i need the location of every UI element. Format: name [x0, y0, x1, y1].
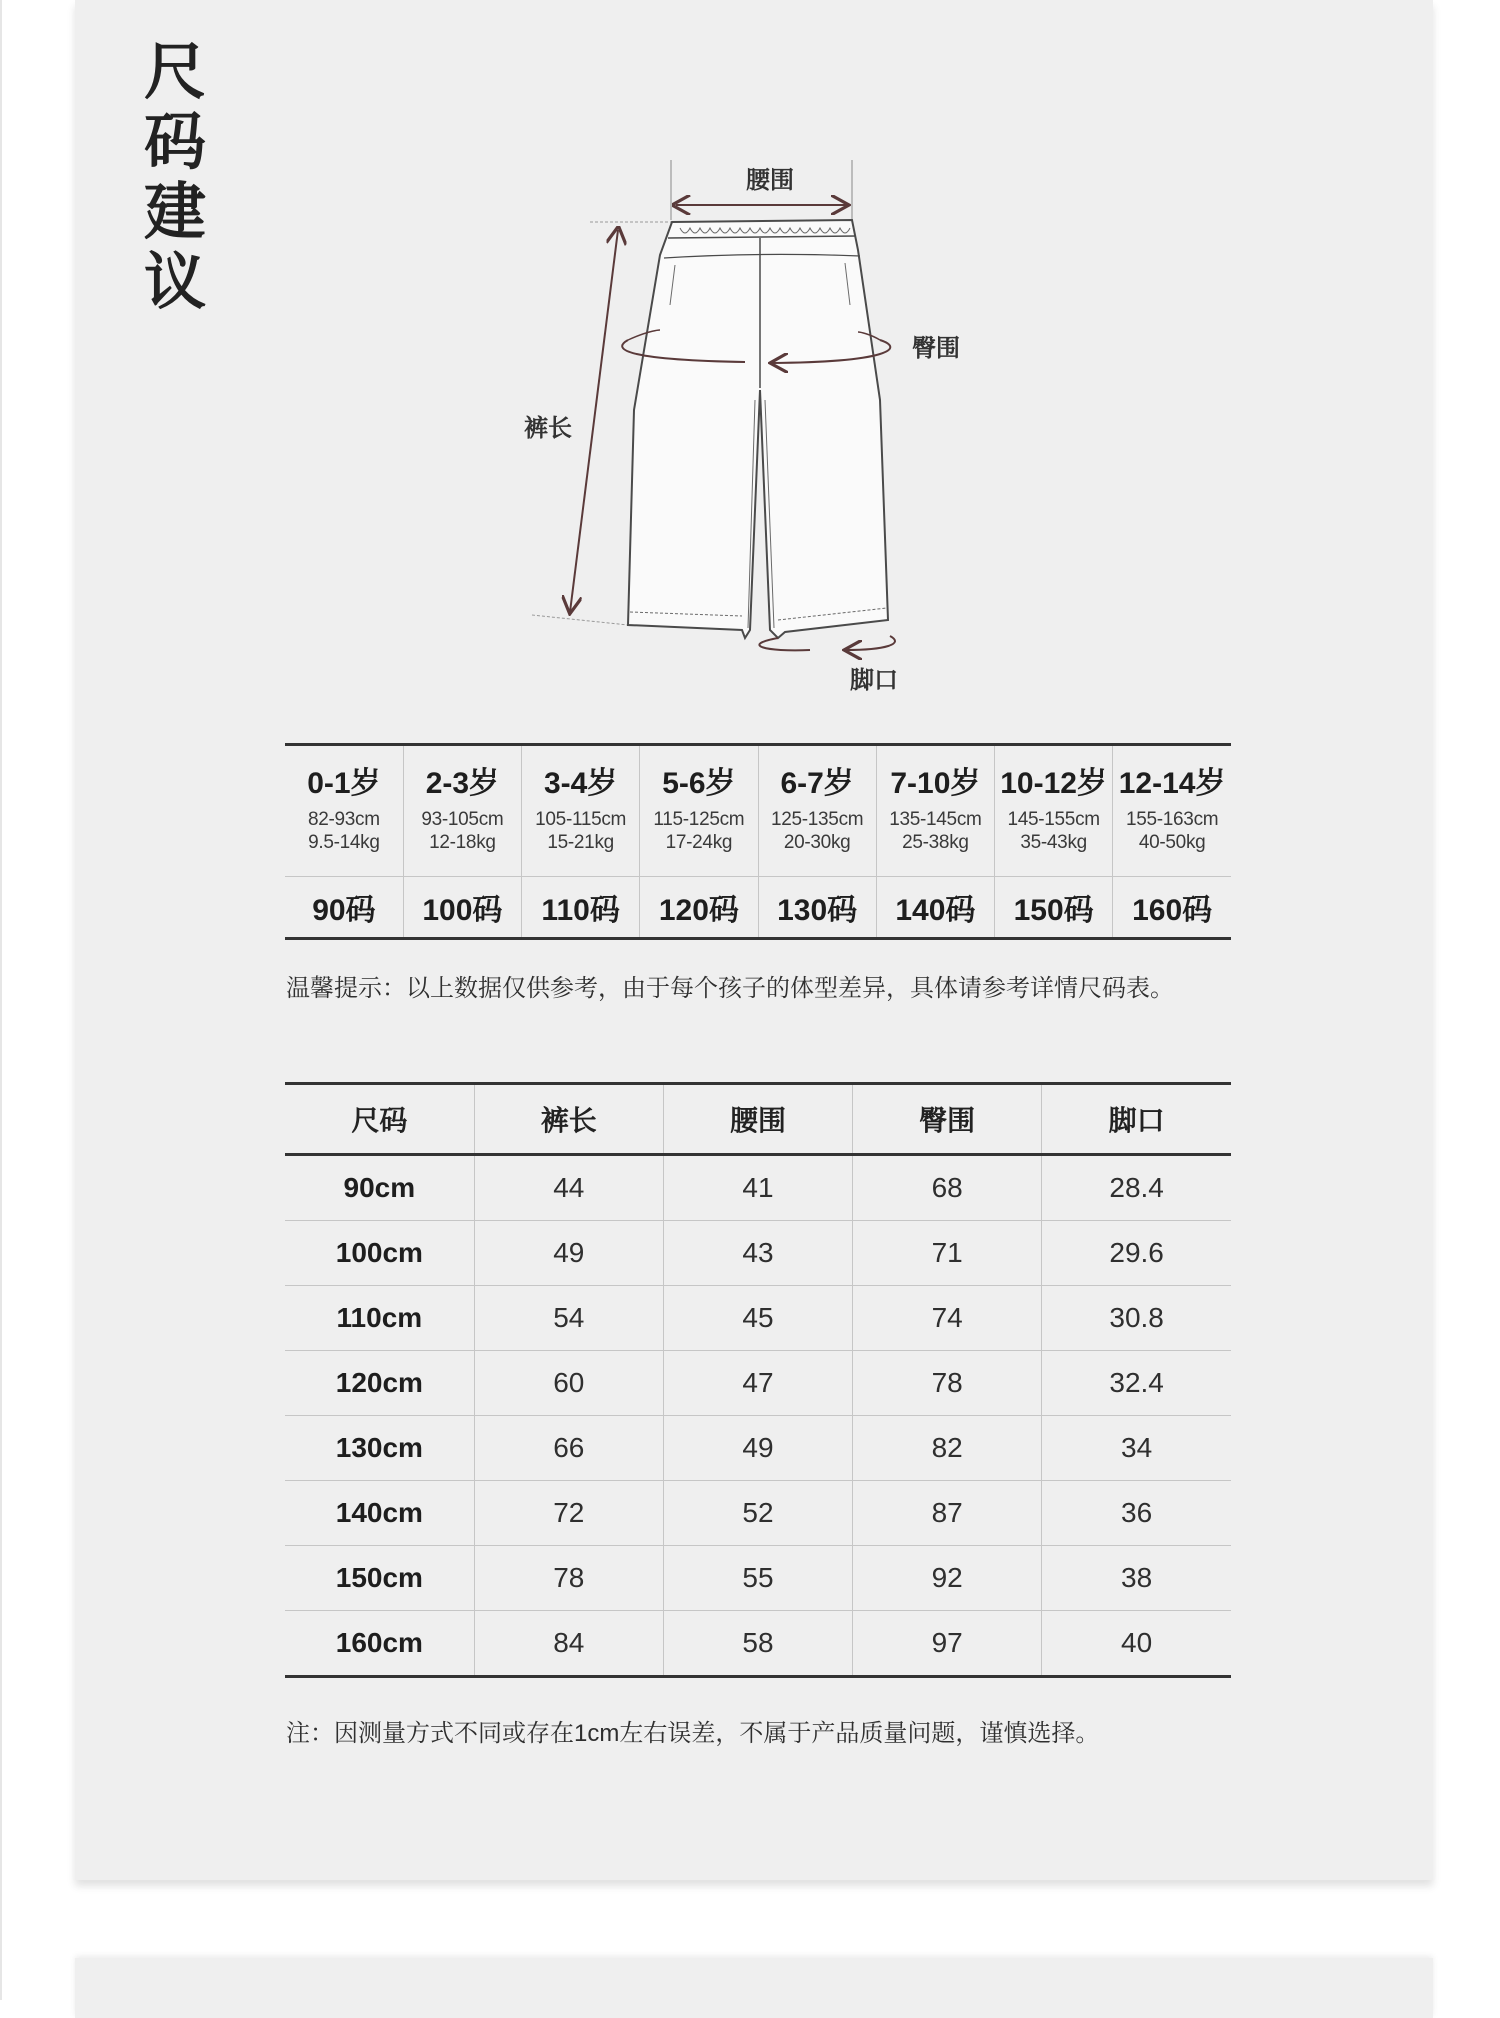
measurement-table [285, 1082, 1231, 1678]
size-code: 160码 [1132, 894, 1213, 927]
age-range: 5-6岁 [662, 767, 736, 800]
age-cell [285, 745, 403, 877]
waist-cell: 58 [663, 1611, 852, 1677]
header-row [285, 1084, 1231, 1155]
column-header-length: 裤长 [474, 1084, 663, 1155]
size-code: 110码 [541, 894, 620, 927]
note-text: 注：因测量方式不同或存在1cm左右误差，不属于产品质量问题，谨慎选择。 [286, 1720, 1100, 1747]
length-label: 裤长 [524, 415, 572, 442]
weight-range: 12-18kg [429, 832, 496, 853]
hip-cell: 71 [853, 1221, 1042, 1286]
next-card [75, 1958, 1433, 2018]
title-char: 议 [143, 248, 206, 317]
hip-label: 臀围 [912, 335, 960, 362]
age-range: 0-1岁 [307, 767, 381, 800]
hip-cell: 82 [853, 1416, 1042, 1481]
size-code-cell [285, 877, 403, 939]
age-cell [403, 745, 521, 877]
table-row [285, 1481, 1231, 1546]
age-range: 10-12岁 [1000, 767, 1107, 800]
size-code: 90码 [312, 894, 376, 927]
size-code: 150码 [1013, 894, 1094, 927]
hem-cell: 40 [1042, 1611, 1231, 1677]
hem-cell: 28.4 [1042, 1155, 1231, 1221]
column-header-hip: 臀围 [853, 1084, 1042, 1155]
size-code: 130码 [777, 894, 858, 927]
hem-cell: 29.6 [1042, 1221, 1231, 1286]
page-title [135, 38, 215, 318]
height-range: 135-145cm [889, 809, 982, 830]
pants-diagram [510, 150, 970, 710]
waist-cell: 47 [663, 1351, 852, 1416]
weight-range: 40-50kg [1138, 832, 1206, 853]
weight-range: 35-43kg [1020, 832, 1087, 853]
size-code-row [285, 877, 1231, 939]
weight-range: 17-24kg [665, 832, 733, 853]
size-cell: 110cm [285, 1286, 474, 1351]
size-cell: 160cm [285, 1611, 474, 1677]
age-range: 2-3岁 [425, 767, 500, 800]
hip-cell: 68 [853, 1155, 1042, 1221]
length-cell: 84 [474, 1611, 663, 1677]
length-cell: 54 [474, 1286, 663, 1351]
weight-range: 9.5-14kg [308, 832, 380, 853]
waist-cell: 41 [663, 1155, 852, 1221]
size-code: 120码 [658, 894, 739, 927]
size-code-cell [640, 877, 758, 939]
table-row [285, 1286, 1231, 1351]
waist-cell: 52 [663, 1481, 852, 1546]
hip-cell: 74 [853, 1286, 1042, 1351]
age-cell [995, 745, 1113, 877]
size-cell: 100cm [285, 1221, 474, 1286]
length-cell: 78 [474, 1546, 663, 1611]
table-row [285, 1611, 1231, 1677]
size-code-cell [403, 877, 521, 939]
height-range: 145-155cm [1007, 809, 1100, 830]
title-char: 建 [143, 178, 206, 247]
size-cell: 120cm [285, 1351, 474, 1416]
hem-cell: 36 [1042, 1481, 1231, 1546]
hem-cell: 30.8 [1042, 1286, 1231, 1351]
age-cell [1113, 745, 1231, 877]
hip-cell: 87 [853, 1481, 1042, 1546]
title-char: 码 [143, 108, 206, 177]
size-cell: 130cm [285, 1416, 474, 1481]
size-code-cell [758, 877, 876, 939]
weight-range: 15-21kg [547, 832, 614, 853]
column-header-waist: 腰围 [663, 1084, 852, 1155]
hem-cell: 32.4 [1042, 1351, 1231, 1416]
age-cell [758, 745, 876, 877]
height-range: 93-105cm [421, 809, 504, 830]
hip-cell: 78 [853, 1351, 1042, 1416]
waist-cell: 49 [663, 1416, 852, 1481]
weight-range: 20-30kg [783, 832, 851, 853]
age-range: 12-14岁 [1118, 767, 1226, 800]
table-row [285, 1351, 1231, 1416]
height-range: 82-93cm [307, 809, 380, 830]
tip-text: 温馨提示：以上数据仅供参考，由于每个孩子的体型差异，具体请参考详情尺码表。 [286, 975, 1174, 1002]
pants-illustration [510, 150, 970, 710]
column-header-size: 尺码 [285, 1084, 474, 1155]
age-cell [640, 745, 758, 877]
size-cell: 140cm [285, 1481, 474, 1546]
size-code-cell [522, 877, 640, 939]
age-range: 6-7岁 [780, 767, 854, 800]
column-header-hem: 脚口 [1042, 1084, 1231, 1155]
hip-cell: 92 [853, 1546, 1042, 1611]
hem-cell: 34 [1042, 1416, 1231, 1481]
waist-label: 腰围 [746, 167, 794, 194]
age-cell [522, 745, 640, 877]
length-cell: 66 [474, 1416, 663, 1481]
hem-cell: 38 [1042, 1546, 1231, 1611]
age-cell [876, 745, 994, 877]
page-edge [0, 0, 2, 2000]
length-cell: 44 [474, 1155, 663, 1221]
height-range: 105-115cm [535, 809, 627, 830]
hem-label: 脚口 [850, 667, 898, 694]
height-range: 155-163cm [1125, 809, 1219, 830]
table-row [285, 1155, 1231, 1221]
table-row [285, 1416, 1231, 1481]
height-range: 115-125cm [653, 809, 745, 830]
size-code-cell [876, 877, 994, 939]
length-cell: 60 [474, 1351, 663, 1416]
size-cell: 90cm [285, 1155, 474, 1221]
weight-range: 25-38kg [902, 832, 969, 853]
waist-cell: 43 [663, 1221, 852, 1286]
waist-cell: 55 [663, 1546, 852, 1611]
table-row [285, 1546, 1231, 1611]
age-range: 7-10岁 [890, 767, 981, 800]
hip-cell: 97 [853, 1611, 1042, 1677]
size-code-cell [995, 877, 1113, 939]
waist-cell: 45 [663, 1286, 852, 1351]
table-row [285, 1221, 1231, 1286]
size-recommendation-table [285, 743, 1231, 940]
size-cell: 150cm [285, 1546, 474, 1611]
size-code-cell [1113, 877, 1231, 939]
height-range: 125-135cm [770, 809, 864, 830]
length-cell: 72 [474, 1481, 663, 1546]
size-code: 100码 [422, 894, 503, 927]
size-code: 140码 [895, 894, 976, 927]
length-cell: 49 [474, 1221, 663, 1286]
age-range: 3-4岁 [543, 767, 618, 800]
title-char: 尺 [143, 38, 206, 107]
age-row [285, 745, 1231, 877]
